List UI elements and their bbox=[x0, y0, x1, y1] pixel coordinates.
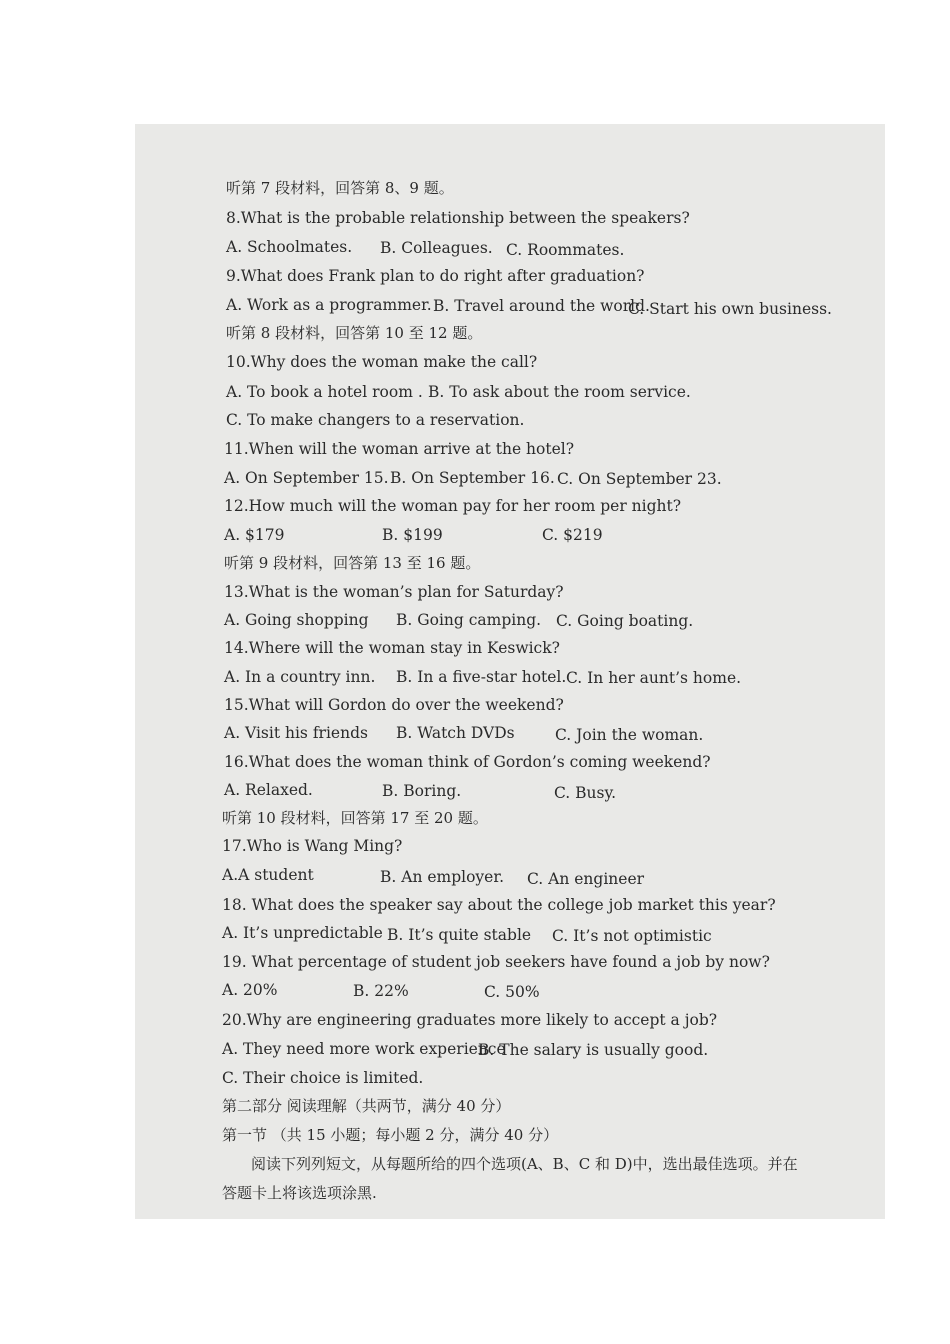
option-b: B. The salary is usually good. bbox=[478, 1041, 709, 1059]
question-9: 9.What does Frank plan to do right after graduation? bbox=[226, 267, 645, 285]
option-c: C. To make changers to a reservation. bbox=[226, 411, 525, 429]
question-13: 13.What is the woman’s plan for Saturday? bbox=[224, 583, 564, 601]
question-15: 15.What will Gordon do over the weekend? bbox=[224, 696, 564, 714]
option-c: C. Start his own business. bbox=[628, 300, 832, 318]
option-a: A. Schoolmates. bbox=[226, 238, 353, 256]
part-title: 第二部分 阅读理解（共两节，满分 40 分） bbox=[222, 1097, 511, 1115]
option-c: C. $219 bbox=[542, 526, 603, 544]
section-heading: 听第 9 段材料，回答第 13 至 16 题。 bbox=[224, 554, 481, 572]
option-a: A. Relaxed. bbox=[224, 781, 313, 799]
option-c: C. In her aunt’s home. bbox=[566, 669, 742, 687]
option-c: C. Going boating. bbox=[556, 612, 694, 630]
option-b: B. Colleagues. bbox=[380, 239, 493, 257]
option-b: B. Travel around the world. bbox=[433, 297, 650, 315]
option-a: A. On September 15. bbox=[224, 469, 389, 487]
question-17: 17.Who is Wang Ming? bbox=[222, 837, 403, 855]
question-14: 14.Where will the woman stay in Keswick? bbox=[224, 639, 560, 657]
question-10: 10.Why does the woman make the call? bbox=[226, 353, 538, 371]
question-11: 11.When will the woman arrive at the hotel? bbox=[224, 440, 575, 458]
option-b: B. Boring. bbox=[382, 782, 462, 800]
option-a: A. $179 bbox=[224, 526, 285, 544]
option-c: C. An engineer bbox=[527, 870, 645, 888]
option-c: C. Join the woman. bbox=[555, 726, 704, 744]
option-a: A. Going shopping bbox=[224, 611, 369, 629]
question-19: 19. What percentage of student job seekers have found a job by now? bbox=[222, 953, 770, 971]
question-8: 8.What is the probable relationship between the speakers? bbox=[226, 209, 690, 227]
instruction-text: 阅读下列列短文，从每题所给的四个选项(A、B、C 和 D)中，选出最佳选项。并在 bbox=[251, 1155, 798, 1173]
option-b: B. 22% bbox=[353, 982, 409, 1000]
option-c: C. It’s not optimistic bbox=[552, 927, 712, 945]
section-heading: 听第 10 段材料，回答第 17 至 20 题。 bbox=[222, 809, 488, 827]
option-a: A. Visit his friends bbox=[224, 724, 368, 742]
section-heading: 听第 8 段材料，回答第 10 至 12 题。 bbox=[226, 324, 483, 342]
option-b: B. An employer. bbox=[380, 868, 504, 886]
question-20: 20.Why are engineering graduates more likely to accept a job? bbox=[222, 1011, 718, 1029]
option-b: B. $199 bbox=[382, 526, 443, 544]
instruction-text-continued: 答题卡上将该选项涂黑. bbox=[222, 1184, 377, 1202]
option-c: C. On September 23. bbox=[557, 470, 722, 488]
section-title: 第一节 （共 15 小题；每小题 2 分，满分 40 分） bbox=[222, 1126, 559, 1144]
option-a: A. In a country inn. bbox=[224, 668, 376, 686]
option-b: B. It’s quite stable bbox=[387, 926, 532, 944]
option-c: C. 50% bbox=[484, 983, 540, 1001]
question-12: 12.How much will the woman pay for her room per night? bbox=[224, 497, 682, 515]
option-b: B. In a five-star hotel. bbox=[396, 668, 567, 686]
option-c: C. Their choice is limited. bbox=[222, 1069, 424, 1087]
option-a: A. 20% bbox=[222, 981, 278, 999]
section-heading: 听第 7 段材料，回答第 8、9 题。 bbox=[226, 179, 454, 197]
question-16: 16.What does the woman think of Gordon’s coming weekend? bbox=[224, 753, 711, 771]
option-a: A. To book a hotel room . bbox=[226, 383, 423, 401]
option-c: C. Roommates. bbox=[506, 241, 625, 259]
question-18: 18. What does the speaker say about the college job market this year? bbox=[222, 896, 776, 914]
option-c: C. Busy. bbox=[554, 784, 617, 802]
option-a: A. They need more work experience bbox=[222, 1040, 506, 1058]
option-a: A.A student bbox=[222, 866, 314, 884]
option-a: A. It’s unpredictable bbox=[222, 924, 383, 942]
option-b: B. On September 16. bbox=[390, 469, 555, 487]
option-b: B. To ask about the room service. bbox=[428, 383, 691, 401]
option-b: B. Going camping. bbox=[396, 611, 542, 629]
option-b: B. Watch DVDs bbox=[396, 724, 515, 742]
option-a: A. Work as a programmer. bbox=[226, 296, 432, 314]
